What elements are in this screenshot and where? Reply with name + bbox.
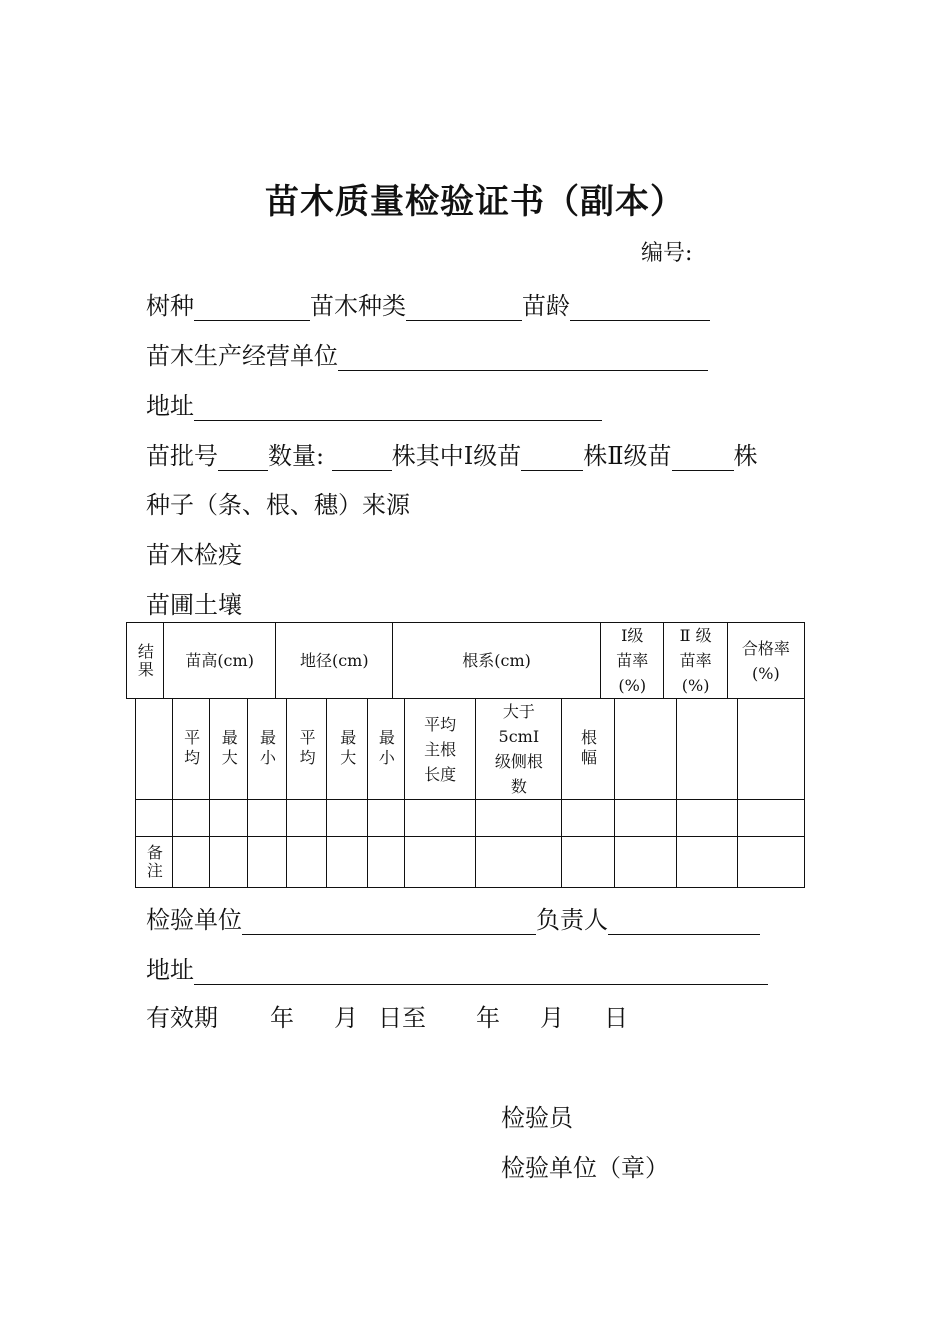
diameter-avg-label: 平均 <box>297 729 317 769</box>
address-row <box>146 386 602 421</box>
remarks-cell[interactable] <box>677 837 738 888</box>
address-label: 地址 <box>146 392 194 420</box>
grade1-field[interactable] <box>521 446 583 471</box>
seed-source-label: 种子（条、根、穗）来源 <box>146 491 410 519</box>
value-cell[interactable] <box>172 800 210 837</box>
remarks-label: 备注 <box>144 844 164 880</box>
height-header: 苗高(cm) <box>163 623 276 699</box>
footer-address-label: 地址 <box>146 956 194 984</box>
seedling-type-field[interactable] <box>406 296 522 321</box>
grade2-rate-line-2: 苗率 <box>679 651 712 670</box>
plants-unit: 株 <box>733 442 758 470</box>
value-cell[interactable] <box>614 800 676 837</box>
inspector-label: 检验员 <box>501 1104 573 1132</box>
person-in-charge-label: 负责人 <box>536 906 608 934</box>
year-from: 年 <box>270 1004 294 1032</box>
quantity-label: 数量: <box>268 442 325 470</box>
height-min-label: 最小 <box>257 729 277 769</box>
root-width-header <box>562 699 614 800</box>
species-label: 树种 <box>146 292 194 320</box>
root-header: 根系(cm) <box>393 623 601 699</box>
grade2-label: 株Ⅱ级苗 <box>583 442 672 470</box>
valid-period-row <box>146 998 628 1033</box>
blank-cell <box>136 699 173 800</box>
grade2-rate-cell[interactable] <box>677 699 738 800</box>
result-header-cell <box>127 623 164 699</box>
height-max-header <box>210 699 248 800</box>
height-avg-label: 平均 <box>181 729 201 769</box>
root-width-label: 根幅 <box>578 729 598 769</box>
valid-period-label: 有效期 <box>146 1004 218 1032</box>
lateral-root-line-2: 5cmⅠ <box>498 727 540 746</box>
pass-rate-line-1: 合格率 <box>741 638 790 658</box>
value-cell[interactable] <box>136 800 173 837</box>
seedling-type-label: 苗木种类 <box>310 292 406 320</box>
nursery-soil-label: 苗圃土壤 <box>146 591 242 619</box>
remarks-cell[interactable] <box>737 837 804 888</box>
main-root-line-1: 平均 <box>424 714 457 734</box>
measurement-grid <box>135 698 805 888</box>
remarks-cell[interactable] <box>286 837 327 888</box>
value-cell[interactable] <box>210 800 248 837</box>
remarks-row <box>136 837 805 888</box>
height-max-label: 最大 <box>219 729 239 769</box>
year-to: 年 <box>476 1004 500 1032</box>
quarantine-label: 苗木检疫 <box>146 541 242 569</box>
inspection-unit-field[interactable] <box>242 910 536 935</box>
age-label: 苗龄 <box>522 292 570 320</box>
remarks-cell[interactable] <box>368 837 405 888</box>
result-header-table <box>126 622 805 699</box>
producer-label: 苗木生产经营单位 <box>146 342 338 370</box>
main-root-length-header <box>404 699 476 800</box>
diameter-max-label: 最大 <box>337 729 357 769</box>
species-field[interactable] <box>194 296 310 321</box>
species-row <box>146 286 710 321</box>
grade1-rate-cell[interactable] <box>614 699 676 800</box>
grade1-rate-header <box>601 623 664 699</box>
month-from: 月 <box>334 1004 358 1032</box>
grade1-label: 株其中Ⅰ级苗 <box>391 442 522 470</box>
producer-row <box>146 336 708 371</box>
main-root-line-3: 长度 <box>424 764 457 784</box>
grade1-rate-line-2: 苗率 <box>616 651 649 670</box>
value-cell[interactable] <box>677 800 738 837</box>
quantity-field[interactable] <box>332 446 392 471</box>
unit-seal-label: 检验单位（章） <box>501 1154 669 1182</box>
value-cell[interactable] <box>368 800 405 837</box>
height-min-header <box>248 699 287 800</box>
producer-field[interactable] <box>338 346 708 371</box>
footer-address-field[interactable] <box>194 960 768 985</box>
value-row <box>136 800 805 837</box>
diameter-max-header <box>327 699 368 800</box>
lateral-root-line-3: 级侧根 <box>494 752 543 771</box>
lateral-root-line-1: 大于 <box>502 702 535 721</box>
pass-rate-line-2: (%) <box>752 663 780 683</box>
address-field[interactable] <box>194 396 602 421</box>
remarks-cell[interactable] <box>172 837 210 888</box>
remarks-cell[interactable] <box>562 837 614 888</box>
grade1-rate-line-1: Ⅰ级 <box>621 626 644 645</box>
batch-no-label: 苗批号 <box>146 442 218 470</box>
diameter-min-header <box>368 699 405 800</box>
inspection-unit-label: 检验单位 <box>146 906 242 934</box>
value-cell[interactable] <box>404 800 476 837</box>
person-in-charge-field[interactable] <box>608 910 760 935</box>
main-root-line-2: 主根 <box>424 739 457 759</box>
pass-rate-cell[interactable] <box>737 699 804 800</box>
remarks-cell[interactable] <box>476 837 562 888</box>
remarks-cell[interactable] <box>327 837 368 888</box>
result-label: 结果 <box>135 642 155 679</box>
grade2-rate-header <box>664 623 727 699</box>
grade2-rate-line-3: (%) <box>681 676 710 695</box>
diameter-header: 地径(cm) <box>276 623 393 699</box>
remarks-header <box>136 837 173 888</box>
batch-row <box>146 436 758 471</box>
day-to-label: 日至 <box>378 1004 426 1032</box>
height-avg-header <box>172 699 210 800</box>
grade2-rate-line-1: Ⅱ 级 <box>679 626 712 645</box>
grade1-rate-line-3: (%) <box>618 676 647 695</box>
document-title: 苗木质量检验证书（副本） <box>265 182 685 222</box>
pass-rate-header <box>727 623 804 699</box>
value-cell[interactable] <box>327 800 368 837</box>
remarks-cell[interactable] <box>248 837 287 888</box>
batch-no-field[interactable] <box>218 446 268 471</box>
subheader-row <box>136 699 805 800</box>
inspection-unit-row <box>146 900 760 935</box>
document-number-label: 编号: <box>641 241 693 266</box>
value-cell[interactable] <box>248 800 287 837</box>
value-cell[interactable] <box>737 800 804 837</box>
lateral-root-line-4: 数 <box>510 777 527 796</box>
day-to: 日 <box>604 1004 628 1032</box>
footer-address-row <box>146 950 768 985</box>
lateral-root-header <box>476 699 562 800</box>
value-cell[interactable] <box>476 800 562 837</box>
remarks-cell[interactable] <box>404 837 476 888</box>
remarks-cell[interactable] <box>614 837 676 888</box>
diameter-avg-header <box>286 699 327 800</box>
diameter-min-label: 最小 <box>376 729 396 769</box>
grade2-field[interactable] <box>672 446 734 471</box>
remarks-cell[interactable] <box>210 837 248 888</box>
age-field[interactable] <box>570 296 710 321</box>
value-cell[interactable] <box>562 800 614 837</box>
month-to: 月 <box>540 1004 564 1032</box>
value-cell[interactable] <box>286 800 327 837</box>
